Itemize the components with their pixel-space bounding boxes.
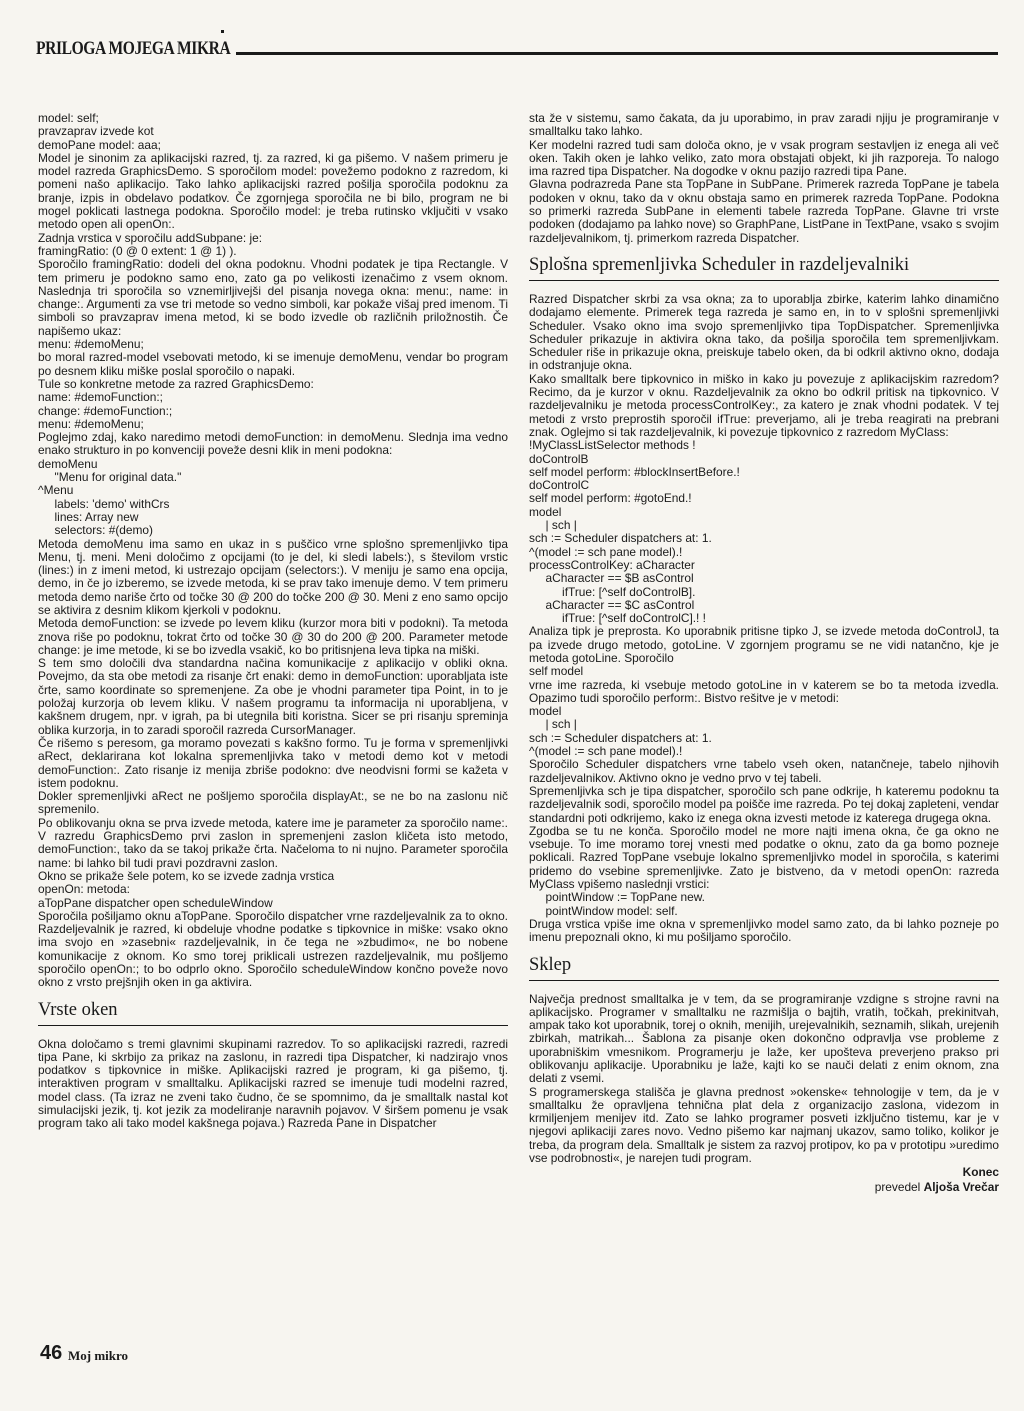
paragraph: Tule so konkretne metode za razred GraphicsDemo: name: #demoFunction:; change: #demoFunction:; menu: #demoMenu; (38, 376, 314, 431)
section-heading-scheduler: Splošna spremenljivka Scheduler in razdeljevalniki (529, 253, 999, 281)
paragraph: Sporočilo framingRatio: dodeli del okna podoknu. Vhodni podatek je tipa Rectangle. V tem primeru je podokno samo eno, zato ga po velikosti izenačimo z vsem oknom. Naslednja tri sporočila so vznemirljivejši del pisanja novega okna: menu:, name: in change:. Argumenti za vse tri metode so vedno simboli, kar pokaže višaj pred imenom. Ti simboli so pravzaprav imena metod, ki se bodo izvedle ob različnih priložnostih. Če napišemo ukaz: menu: #demoMenu; (38, 257, 508, 352)
left-column (38, 111, 512, 1312)
paragraph: Razred Dispatcher skrbi za vsa okna; za to uporablja zbirke, katerim lahko dinamično dodajamo elemente. Primerek tega razreda je samo en, in to v splošni spremenljivki Scheduler. Vsako okno ima svojo spremenljivko tipa TopDispatcher. Spremenljivka Scheduler prikazuje in aktivira okna tako, da pošilja sporočila tem spremenljivkam. Scheduler riše in prikazuje okna, preiskuje tabelo oken, da bi odkril aktivno okno, dodaja in odstranjuje okna. (529, 291, 1003, 373)
paragraph: S tem smo določili dva standardna načina komunikacije z aplikacijo v obliki okna. Povejmo, da sta obe metodi za risanje črt enaki: demo in demoFunction: uporabljata iste črte, samo koordinate so spremenjene. Za obe je vhodni parameter tipa Point, in to je položaj kurzorja ob levem kliku. V našem programu ta informacija ni uporabljena, v kakšnem drugem, npr. v igrah, pa bi utegnila biti koristna. Sicer se pri risanju spreminja oblika kurzorja, in to zaradi sporočil razreda CursorManager. (38, 656, 512, 737)
section-heading-sklep: Sklep (529, 953, 999, 981)
paragraph: Metoda demoFunction: se izvede po levem kliku (kurzor mora biti v podokni). Ta metoda znova riše po podoknu, tokrat črto od točke 30 @ 30 do 200 @ 200. Parameter metode change: je ime metode, ki se bo izvedla vsakič, ko bo pritisnjena leva tipka na miški. (38, 616, 512, 657)
paragraph: Dokler spremenljivki aRect ne pošljemo sporočila displayAt:, se ne bo na zaslonu nič spremenilo. (38, 789, 512, 817)
paragraph: Glavna podrazreda Pane sta TopPane in SubPane. Primerek razreda TopPane je tabela podoken v oknu, tako da v oknu obstaja samo en primerek razreda TopPane. Podokna so primerki razreda SubPane in elementi tabele razreda TopPane. Glavne tri vrste podoken (dodajamo pa lahko nove) so GraphPane, ListPane in TextPane, vsako s svojim razdeljevalnikom, tj. primerkom razreda Dispatcher. (529, 177, 1003, 245)
paragraph: Če rišemo s peresom, ga moramo povezati s kakšno formo. Tu je forma v spremenljivki aRect, deklarirana kot lokalna spremenljivka tako v metodi demo kot v metodi demoFunction:. Zato risanje iz menija zbriše podokno: dve neodvisni formi se kažeta v istem podoknu. (38, 735, 512, 790)
paragraph: Kako smalltalk bere tipkovnico in miško in kako ju povezuje z aplikacijskim razredom? Recimo, da je kurzor v oknu. Razdeljevalnik za okno bo odkril pritisk na tipkovnico. V razdeljevalniku je metoda processControlKey:, za katero je znak vhodni podatek. V tej metodi z vrsto preprostih sporočil ifTrue: preverjamo, ali je treba reagirati na prebrani znak. Oglejmo si tak razdeljevalnik, ki povezuje tipkovnico z razredom MyClass: !MyClassListSelector methods ! doControlB self model perform: #blockInsertBefore.! doControlC self model perform: #gotoEnd.! model | sch | sch := Scheduler dispatchers at: 1. ^(model := sch pane model).! processControlKey: aCharacter aCharacter == $B asControl ifTrue: [^self doControlB]. aCharacter == $C asControl ifTrue: [^self doControlC].! ! (529, 371, 999, 626)
end-label-text: Konec (962, 1165, 999, 1180)
paragraph: Poglejmo zdaj, kako naredimo metodi demoFunction: in demoMenu. Slednja ima vedno enako strukturo in po konvenciji poveže desni klik in meni podokna: demoMenu "Menu for original data." ^Menu labels: 'demo' withCrs lines: Array new selectors: #(demo) (38, 430, 508, 538)
paragraph: Druga vrstica vpiše ime okna v spremenljivko model samo zato, da bi lahko pozneje po imenu prepoznali okno, ki mu pošiljamo sporočilo. (529, 916, 1003, 945)
page-header (36, 30, 998, 64)
paragraph: Model je sinonim za aplikacijski razred, tj. za razred, ki ga pišemo. V našem primeru je model razreda GraphicsDemo. S sporočilom model: povežemo podokno z razredom, ki pomeni našo aplikacijo. Tako lahko aplikacijski razred pošilja sporočila podoknu za branje, izpis in obdelavo podatkov. Če zgornjega sporočila ne bi bilo, program ne bi mogel poklicati lastnega podokna. Sporočilo model: je treba rutinsko vključiti v vsako metodo open ali openOn:. (38, 150, 512, 232)
end-label (529, 1166, 999, 1179)
header-rule (236, 52, 998, 55)
header-title: PRILOGA MOJEGA MIKRA (36, 38, 231, 59)
magazine-name: Moj mikro (68, 1348, 129, 1363)
paragraph: sta že v sistemu, samo čakata, da ju uporabimo, in prav zaradi njiju je programiranje v smalltalku tako lahko. (529, 111, 1003, 139)
translator-credit (529, 1181, 999, 1194)
section-heading-vrste-oken: Vrste oken (38, 998, 508, 1026)
paragraph: Po oblikovanju okna se prva izvede metoda, katere ime je parameter za sporočilo name:. V razredu GraphicsDemo prvi zaslon in spremenjeni zaslon kličeta isto metodo, demoFunction:, tako da se takoj prikaže črta. Načeloma to ni nujno. Parameter sporočila name: bi lahko bil tudi pravi pozdravni zaslon. (38, 815, 512, 870)
paragraph: bo moral razred-model vsebovati metodo, ki se imenuje demoMenu, vendar bo program po desnem kliku miške poslal sporočilo o napaki. (38, 350, 512, 378)
paragraph: Največja prednost smalltalka je v tem, da se programiranje vzdigne s strojne ravni na aplikacijsko. Programer v smalltalku ne razmišlja o bajtih, vratih, točkah, prekinitvah, ampak tako kot uporabnik, torej o oknih, menijih, urejevalnikih, seznamih, slikah, urejenih zbirkah, matrikah... Šablona za pisanje oken dokončno odpravlja vse probleme z uporabniškim vmesnikom. Programerju je laže, ker upošteva preverjeno prakso pri oblikovanju aplikacije. Uporabniku je laže, kajti ko se nauči delati z enim oknom, zna delati z vsemi. (529, 991, 1003, 1086)
translator-prefix: prevedel (874, 1179, 921, 1194)
paragraph: Metoda demoMenu ima samo en ukaz in s puščico vrne splošno spremenljivko tipa Menu, tj. meni. Meni določimo z opcijami (to je del, ki sledi labels:), s številom vrstic (lines:) in z imeni metod, ki ustrezajo opcijam (selectors:). V meniju je samo ena opcija, demo, in če jo izberemo, se izvede metoda, ki se prav tako imenuje demo. V tem primeru metoda demo nariše črto od točke 30 @ 200 do točke 200 @ 30. Meni z eno samo opcijo se aktivira z desnim klikom kjerkoli v podoknu. (38, 536, 512, 617)
paragraph: model: self; pravzaprav izvede kot demoPane model: aaa; (38, 111, 161, 152)
paragraph: Zadnja vrstica v sporočilu addSubpane: je: framingRatio: (0 @ 0 extent: 1 @ 1) ). (38, 230, 263, 258)
paragraph: Ker modelni razred tudi sam določa okno, je v vsak program sestavljen iz enega ali več oken. Takih oken je lahko veliko, zato mora obstajati objekt, ki jih razporeja. To nalogo ima razred tipa Dispatcher. Na dogodke v oknu pazijo razredi tipa Pane. (529, 137, 1003, 179)
header-dot (221, 30, 224, 33)
translator-name: Aljoša Vrečar (923, 1179, 999, 1194)
right-column (529, 111, 1003, 1332)
paragraph: S programerskega stališča je glavna prednost »okenske« tehnologije v tem, da je v smalltalku že opravljena tehnična plat dela z organizacijo zaslona, videzom in krmiljenjem menijev itd. Zato se lahko programer posveti izključno tistemu, kar je v njegovi aplikaciji zares novo. Vedno pišemo kar najmanj ukazov, samo toliko, kolikor je treba, da program dela. Smalltalk je sistem za razvoj protipov, ko pa v prototipu »uredimo vse podrobnosti«, je narejen tudi program. (529, 1084, 1003, 1166)
paragraph: Analiza tipk je preprosta. Ko uporabnik pritisne tipko J, se izvede metoda doControlJ, ta pa izvede drugo metodo, gotoLine. V zgornjem programu se ne vidi natančno, kje je metoda gotoLine. Sporočilo self model (529, 624, 999, 679)
paragraph: Okna določamo s tremi glavnimi skupinami razredov. To so aplikacijski razredi, razredi tipa Pane, ki skrbijo za prikaz na zaslonu, in razredi tipa Dispatcher, ki nadzirajo vnos podatkov s tipkovnice in miške. Aplikacijski razred je program, ki ga pišemo, tj. interaktiven program v smalltalku. Aplikacijski razred se imenuje tudi modelni razred, model class. (Ta izraz ne zveni tako čudno, če se spomnimo, da je smalltalk nastal kot simulacijski jezik, tj. kot jezik za modeliranje naravnih pojavov. V širšem pomenu je vsak program tako ali tako model kakšnega pojava.) Razreda Pane in Dispatcher (38, 1036, 512, 1131)
paragraph: Okno se prikaže šele potem, ko se izvede zadnja vrstica openOn: metoda: aTopPane dispatcher open scheduleWindow Sporočila pošiljamo oknu aTopPane. Sporočilo dispatcher vrne razdeljevalnik za to okno. Razdeljevalnik je razred, ki obdeluje vhodne podatke s tipkovnice in miške: vsako okno ima svojo en »zasebni« razdeljevalnik, in če tega ne »zbudimo«, ne bo nobene komunikacije z oknom. Ko smo torej priklicali ustrezen razdeljevalnik, mu pošljemo sporočilo openOn:; to bo odprlo okno. Sporočilo scheduleWindow končno poveže novo okno z vrsto prejšnjih oken in ga aktivira. (38, 868, 508, 990)
paragraph: Spremenljivka sch je tipa dispatcher, sporočilo sch pane odkrije, h kateremu podoknu ta razdeljevalnik sodi, sporočilo model pa poišče ime razreda. Po tej dokaj zapleteni, vendar standardni poti odkrijemo, kako iz enega okna izvesti metode iz katerega drugega okna. (529, 783, 1003, 825)
paragraph: Zgodba se tu ne konča. Sporočilo model ne more najti imena okna, če ga okno ne vsebuje. To ime moramo torej vnesti med podatke o oknu, zato da ga bomo pozneje poklicali. Razred TopPane vsebuje lokalno spremenljivko model in sporočila, s katerimi pridemo do vsebine spremenljivke. Zato je bistveno, da v metodi openOn: razreda MyClass vpišemo naslednji vrstici: pointWindow := TopPane new. pointWindow model: self. (529, 823, 999, 918)
page-number: 46 (40, 1342, 63, 1364)
paragraph: vrne ime razreda, ki vsebuje metodo gotoLine in v katerem se bo ta metoda izvedla. Opazimo tudi sporočilo perform:. Bistvo rešitve je v metodi: model | sch | sch := Scheduler dispatchers at: 1. ^(model := sch pane model).! Sporočilo Scheduler dispatchers vrne tabelo vseh oken, natančneje, tabelo njihovih razdeljevalnikov. Aktivno okno je vedno prvo v tej tabeli. (529, 677, 999, 785)
